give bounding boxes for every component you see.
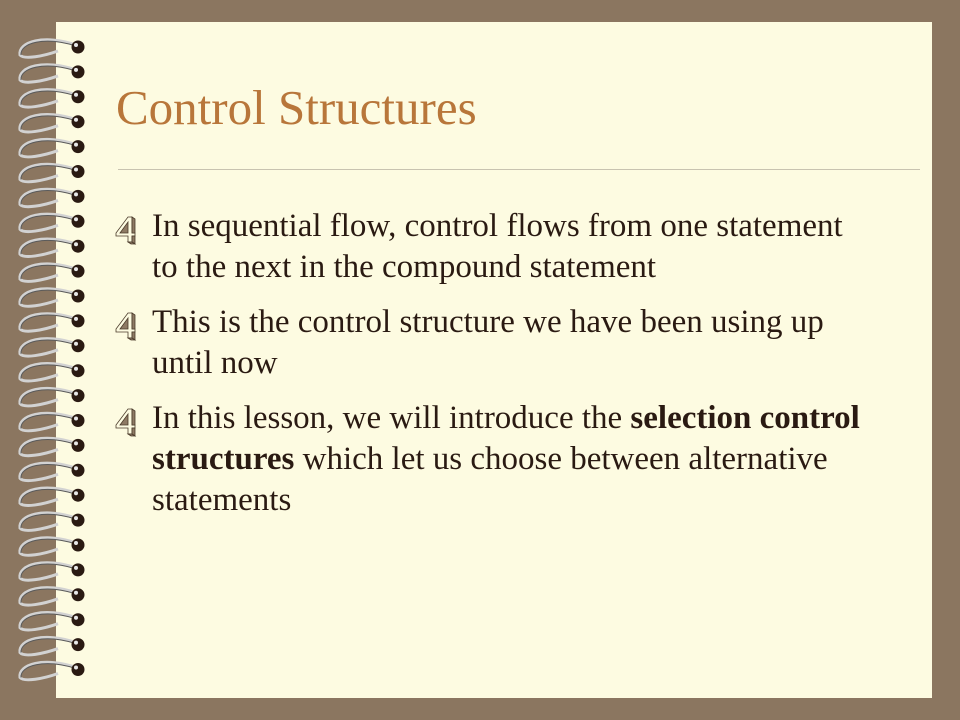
spiral-ring	[20, 65, 76, 82]
binding-hole	[72, 414, 85, 427]
spiral-ring	[20, 563, 76, 580]
binding-hole	[72, 489, 85, 502]
bullet-text	[152, 398, 872, 521]
binding-hole	[72, 65, 85, 78]
binding-hole	[72, 364, 85, 377]
binding-hole	[72, 240, 85, 253]
binding-hole	[72, 663, 85, 676]
binding-hole	[72, 90, 85, 103]
spiral-ring	[20, 139, 76, 156]
binding-hole	[72, 514, 85, 527]
binding-hole	[72, 439, 85, 452]
spiral-ring	[20, 613, 76, 630]
spiral-ring	[20, 637, 76, 654]
binding-hole	[72, 339, 85, 352]
bullet-item	[112, 206, 872, 288]
binding-hole	[72, 265, 85, 278]
binding-hole	[72, 215, 85, 228]
binding-hole	[72, 539, 85, 552]
spiral-ring	[20, 413, 76, 430]
spiral-ring	[20, 214, 76, 231]
spiral-ring	[20, 488, 76, 505]
slide-title: Control Structures	[116, 80, 477, 135]
spiral-ring	[20, 339, 76, 356]
binding-hole	[72, 41, 85, 54]
bullet-item	[112, 302, 872, 384]
binding-hole	[72, 563, 85, 576]
bullet-run: This is the control structure we have been using up until now	[152, 304, 824, 381]
spiral-ring	[20, 364, 76, 381]
spiral-ring	[20, 463, 76, 480]
binding-hole	[72, 165, 85, 178]
spiral-ring	[20, 264, 76, 281]
spiral-ring	[20, 164, 76, 181]
spiral-ring	[20, 662, 76, 679]
spiral-ring	[20, 314, 76, 331]
binding-hole	[72, 464, 85, 477]
bullet-run: In this lesson, we will introduce the	[152, 400, 631, 436]
binding-hole	[72, 190, 85, 203]
4-shape-bullet-icon	[112, 215, 138, 245]
spiral-ring	[20, 438, 76, 455]
spiral-ring	[20, 289, 76, 306]
bullet-item	[112, 398, 872, 521]
spiral-ring	[20, 239, 76, 256]
spiral-ring	[20, 40, 76, 57]
bullet-run: In sequential flow, control flows from one statement to the next in the compound statement	[152, 208, 843, 285]
binding-hole	[72, 613, 85, 626]
4-shape-bullet-icon	[112, 311, 138, 341]
binding-hole	[72, 290, 85, 303]
spiral-ring	[20, 588, 76, 605]
spiral-ring	[20, 189, 76, 206]
spiral-binding-icon	[0, 0, 110, 720]
spiral-ring	[20, 513, 76, 530]
binding-hole	[72, 314, 85, 327]
4-shape-bullet-icon	[112, 407, 138, 437]
bullet-emphasis: selection control structures	[152, 400, 860, 477]
bullet-run: which let us choose between alternative statements	[152, 441, 828, 518]
spiral-ring	[20, 388, 76, 405]
spiral-ring	[20, 90, 76, 107]
spiral-ring	[20, 115, 76, 132]
binding-hole	[72, 389, 85, 402]
binding-hole	[72, 115, 85, 128]
bullet-list	[112, 206, 872, 535]
binding-hole	[72, 638, 85, 651]
bullet-text	[152, 302, 872, 384]
bullet-text	[152, 206, 872, 288]
spiral-ring	[20, 538, 76, 555]
binding-hole	[72, 588, 85, 601]
binding-hole	[72, 140, 85, 153]
title-divider	[118, 169, 920, 170]
